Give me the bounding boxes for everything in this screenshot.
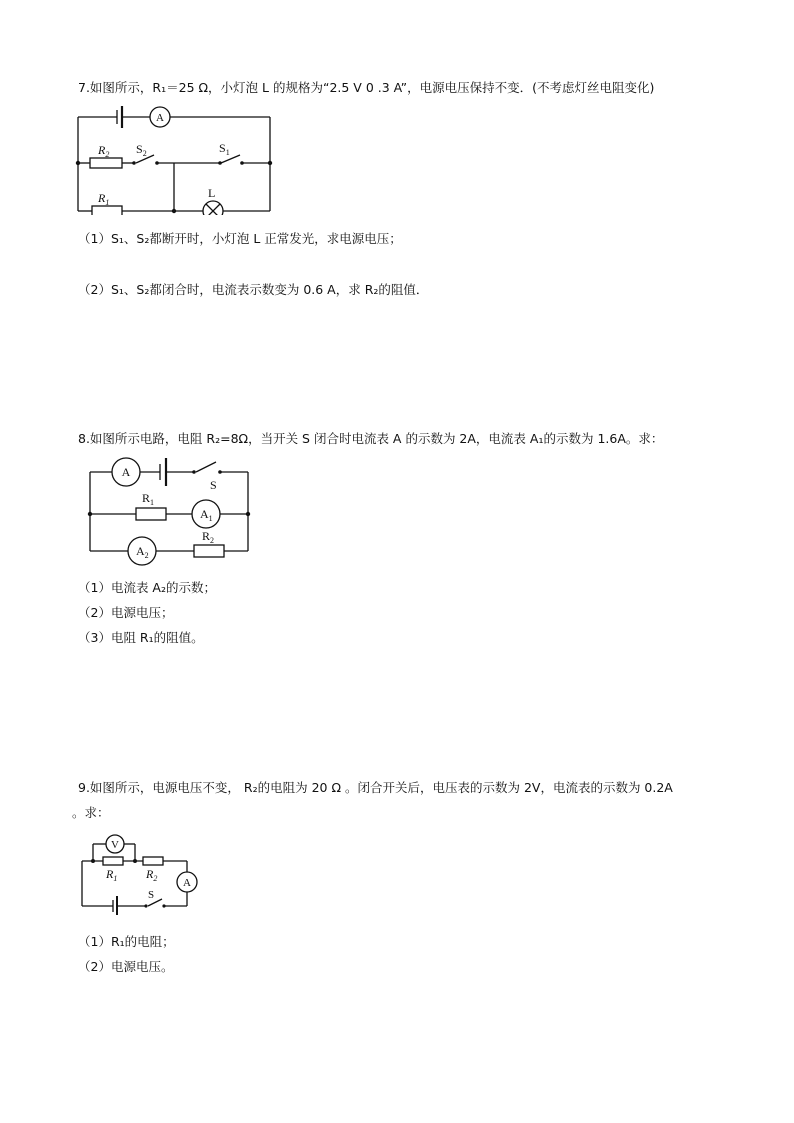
q7-r1-label: R	[98, 191, 106, 205]
svg-text:S2: $S_2$	[136, 142, 147, 158]
svg-text:A2: $A_2$	[136, 544, 149, 560]
q8-switch-label: S	[210, 478, 217, 492]
svg-text:A1: $A_1$	[200, 507, 213, 523]
q7-circuit-diagram	[70, 100, 290, 215]
q8-r2-label: R	[202, 529, 211, 543]
q9-switch-label: S	[148, 889, 155, 901]
q8-ammeter-a-label: A	[121, 465, 131, 479]
q7-s2-label: S	[136, 142, 143, 156]
q9-subquestion-2: （2）电源电压。	[78, 959, 174, 974]
q9-stem-line-1: 9.如图所示，电源电压不变， R₂的电阻为 20 Ω 。闭合开关后，电压表的示数为 2V，电流表的示数为 0.2A	[78, 780, 673, 795]
svg-text:R2: $R_2$	[146, 867, 158, 883]
svg-text:R1: $R_1$	[98, 191, 110, 207]
svg-text:R1: $R_1$	[106, 867, 118, 883]
q7-r2-label: R	[98, 143, 106, 157]
q8-stem: 8.如图所示电路，电阻 R₂=8Ω，当开关 S 闭合时电流表 A 的示数为 2A，电流表 A₁的示数为 1.6A。求：	[78, 431, 664, 446]
q8-ammeter-a1-label: A	[200, 507, 209, 521]
q7-stem: 7.如图所示，R₁＝25 Ω，小灯泡 L 的规格为“2.5 V 0 .3 A”，电源电压保持不变．(不考虑灯丝电阻变化)	[78, 80, 655, 95]
q8-circuit-diagram	[82, 452, 262, 570]
q7-subquestion-1: （1）S₁、S₂都断开时，小灯泡 L 正常发光，求电源电压；	[78, 231, 402, 246]
q7-subquestion-2: （2）S₁、S₂都闭合时，电流表示数变为 0.6 A，求 R₂的阻值．	[78, 282, 429, 297]
q8-subquestion-3: （3）电阻 R₁的阻值。	[78, 630, 204, 645]
q9-stem-line-2: 。求：	[72, 805, 110, 820]
svg-text:S1: $S_1$	[219, 141, 230, 157]
q8-ammeter-a2-label: A	[136, 544, 145, 558]
q9-circuit-diagram	[76, 830, 211, 915]
q7-ammeter-label: A	[156, 112, 164, 124]
q8-subquestion-2: （2）电源电压；	[78, 605, 174, 620]
q7-lamp-label: L	[208, 186, 216, 200]
q7-s1-label: S	[219, 141, 226, 155]
q9-r2-label: R	[146, 867, 154, 881]
svg-text:R1: $R_1$	[142, 491, 155, 507]
q9-voltmeter-label: V	[111, 839, 119, 851]
q9-ammeter-label: A	[183, 877, 191, 889]
q9-r1-label: R	[106, 867, 114, 881]
q9-subquestion-1: （1）R₁的电阻；	[78, 934, 175, 949]
q8-r1-label: R	[142, 491, 151, 505]
q8-subquestion-1: （1）电流表 A₂的示数；	[78, 580, 216, 595]
svg-text:R2: $R_2$	[98, 143, 110, 159]
svg-text:R2: $R_2$	[202, 529, 215, 545]
